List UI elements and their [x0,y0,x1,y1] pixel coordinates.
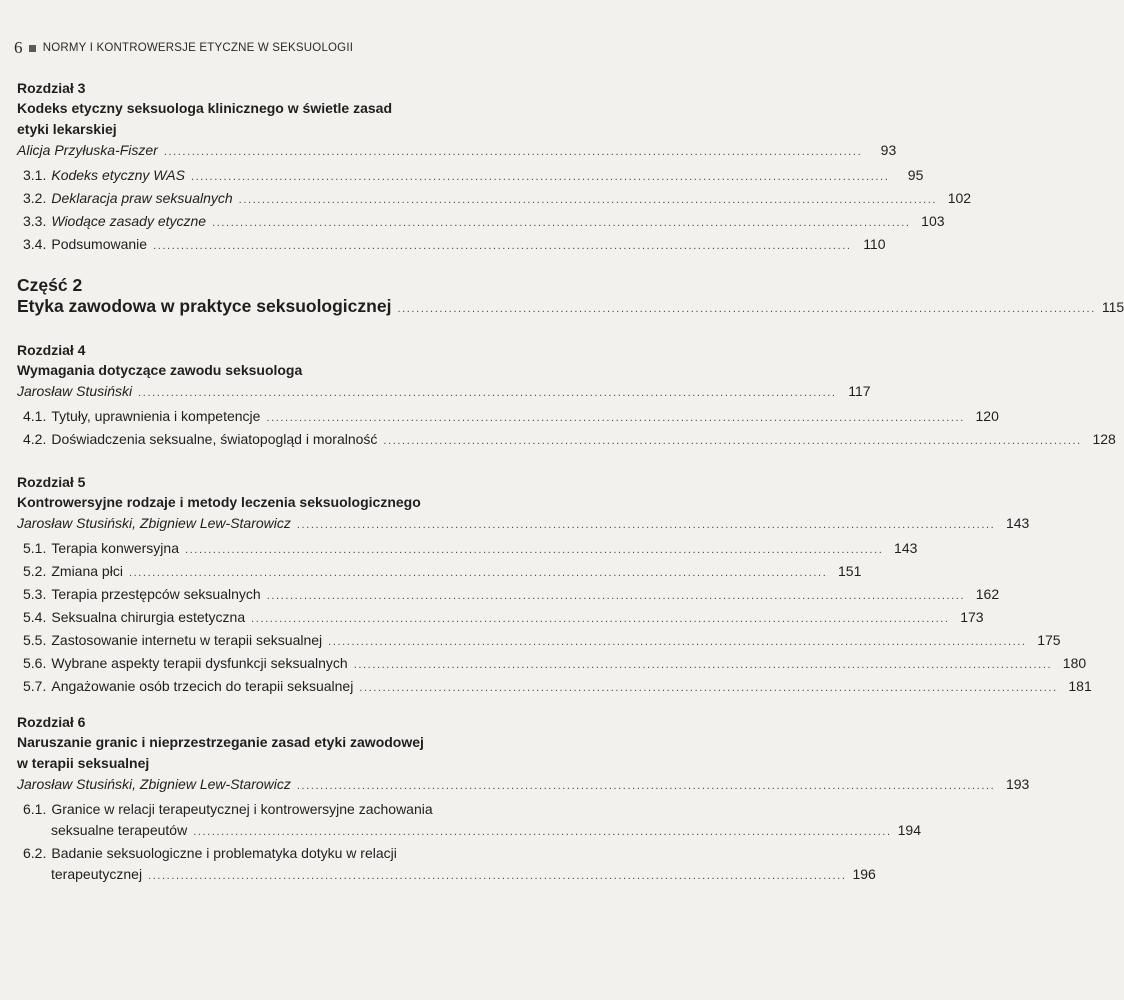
section-title: Seksualna chirurgia estetyczna [51,609,246,625]
page-ref: 193 [1005,776,1030,792]
toc-entry[interactable] [17,561,862,584]
section-title: Zmiana płci [51,563,123,579]
leader-dots: ...................................................................................................................................................... [193,826,892,838]
section-number: 5.7. [23,678,47,694]
leader-dots: ...................................................................................................................................................... [163,146,863,158]
leader-dots: ...................................................................................................................................................... [266,412,965,424]
page-ref: 115 [1101,299,1124,315]
chapter-5 [17,472,1092,699]
toc-entry[interactable] [17,676,1092,699]
page-ref: 102 [947,190,972,206]
square-bullet-icon [29,45,36,52]
author-row[interactable] [17,774,1030,797]
toc-entry[interactable] [17,607,984,630]
page-ref: 110 [863,236,886,252]
part-2 [17,274,1124,317]
section-title: Terapia konwersyjna [51,540,179,556]
section-number: 5.3. [23,586,47,602]
chapter-title-line: Kodeks etyczny seksuologa klinicznego w świetle zasad [17,100,393,116]
leader-dots: ...................................................................................................................................................... [128,567,828,579]
section-title: Terapia przestępców seksualnych [51,586,261,602]
section-title: Granice w relacji terapeutycznej i kontrowersyjne zachowania [51,801,433,817]
page-ref: 93 [880,142,897,158]
page-ref: 117 [848,383,871,399]
section-title-cont: seksualne terapeutów [51,822,188,838]
page-ref: 181 [1068,678,1092,694]
toc-entry[interactable] [17,843,876,887]
section-number: 4.2. [23,431,47,447]
author-name: Jarosław Stusiński [17,383,133,399]
leader-dots: ...................................................................................................................................................... [296,519,996,531]
author-row[interactable] [17,140,897,163]
chapter-label: Rozdział 6 [17,714,86,730]
section-number: 5.6. [23,655,47,671]
page-ref: 143 [1005,515,1030,531]
leader-dots: ...................................................................................................................................................... [212,217,911,229]
section-title: Kodeks etyczny WAS [51,167,185,183]
section-number: 6.1. [23,801,47,817]
toc-entry[interactable] [17,406,999,429]
toc-entry[interactable] [17,653,1087,676]
page-ref: 103 [921,213,945,229]
page-ref: 194 [897,822,921,838]
chapter-title-line: Naruszanie granic i nieprzestrzeganie zasad etyki zawodowej [17,734,424,750]
toc-entry[interactable] [17,630,1061,653]
page-ref: 143 [894,540,918,556]
leader-dots: ...................................................................................................................................................... [383,435,1082,447]
toc-entry[interactable] [17,165,924,188]
section-number: 5.2. [23,563,47,579]
page-ref: 180 [1062,655,1087,671]
toc-entry[interactable] [17,211,945,234]
running-head [14,38,353,58]
section-title-cont: terapeutycznej [51,866,143,882]
section-title: Deklaracja praw seksualnych [51,190,233,206]
author-row[interactable] [17,381,871,404]
page-ref: 151 [838,563,862,579]
page-ref: 173 [960,609,984,625]
section-title: Angażowanie osób trzecich do terapii seksualnej [51,678,354,694]
toc-entry[interactable] [17,584,1000,607]
section-title: Zastosowanie internetu w terapii seksualnej [51,632,323,648]
section-number: 3.3. [23,213,47,229]
author-name: Alicja Przyłuska-Fiszer [17,142,158,158]
page-ref: 162 [975,586,1000,602]
section-number: 5.4. [23,609,47,625]
toc-entry[interactable] [17,234,886,257]
page-ref: 175 [1037,632,1061,648]
leader-dots: ...................................................................................................................................................... [184,544,884,556]
toc-entry[interactable] [17,188,972,211]
leader-dots: ...................................................................................................................................................... [296,780,996,792]
section-number: 6.2. [23,845,47,861]
section-title: Badanie seksuologiczne i problematyka dotyku w relacji [51,845,397,861]
leader-dots: ...................................................................................................................................................... [397,303,1096,315]
toc-entry[interactable] [17,429,1116,452]
section-number: 5.1. [23,540,47,556]
section-title: Wybrane aspekty terapii dysfunkcji seksualnych [51,655,348,671]
section-number: 3.1. [23,167,47,183]
chapter-title-line: Kontrowersyjne rodzaje i metody leczenia seksuologicznego [17,494,421,510]
section-number: 3.4. [23,236,47,252]
section-number: 4.1. [23,408,47,424]
chapter-title-line: etyki lekarskiej [17,121,117,137]
page-number: 6 [14,38,23,57]
toc-entry[interactable] [17,538,918,561]
leader-dots: ...................................................................................................................................................... [251,613,950,625]
part-label: Część 2 [17,275,83,295]
chapter-label: Rozdział 3 [17,80,86,96]
leader-dots: ...................................................................................................................................................... [153,240,852,252]
book-title: NORMY I KONTROWERSJE ETYCZNE W SEKSUOLOGII [42,42,354,54]
leader-dots: ...................................................................................................................................................... [266,590,966,602]
chapter-title-line: Wymagania dotyczące zawodu seksuologa [17,362,303,378]
leader-dots: ...................................................................................................................................................... [148,870,847,882]
author-name: Jarosław Stusiński, Zbigniew Lew-Starowicz [17,515,291,531]
chapter-3 [17,78,972,257]
leader-dots: ...................................................................................................................................................... [238,194,938,206]
chapter-label: Rozdział 4 [17,342,86,358]
section-title: Podsumowanie [51,236,148,252]
author-name: Jarosław Stusiński, Zbigniew Lew-Starowicz [17,776,291,792]
page-ref: 120 [975,408,999,424]
chapter-title-line: w terapii seksualnej [17,755,150,771]
page-ref: 95 [907,167,924,183]
leader-dots: ...................................................................................................................................................... [138,387,837,399]
part-title: Etyka zawodowa w praktyce seksuologicznej [17,296,392,316]
page-ref: 196 [852,866,876,882]
author-row[interactable] [17,513,1030,536]
section-title: Tytuły, uprawnienia i kompetencje [51,408,261,424]
chapter-4 [17,340,1116,452]
toc-entry[interactable] [17,799,921,843]
page-ref: 128 [1092,431,1116,447]
section-number: 5.5. [23,632,47,648]
part-title-row[interactable] [17,296,1124,317]
chapter-6 [17,712,1030,887]
section-title: Doświadczenia seksualne, światopogląd i moralność [51,431,378,447]
leader-dots: ...................................................................................................................................................... [190,171,890,183]
section-title: Wiodące zasady etyczne [51,213,207,229]
leader-dots: ...................................................................................................................................................... [328,636,1027,648]
section-number: 3.2. [23,190,47,206]
leader-dots: ...................................................................................................................................................... [359,682,1058,694]
leader-dots: ...................................................................................................................................................... [353,659,1053,671]
chapter-label: Rozdział 5 [17,474,86,490]
